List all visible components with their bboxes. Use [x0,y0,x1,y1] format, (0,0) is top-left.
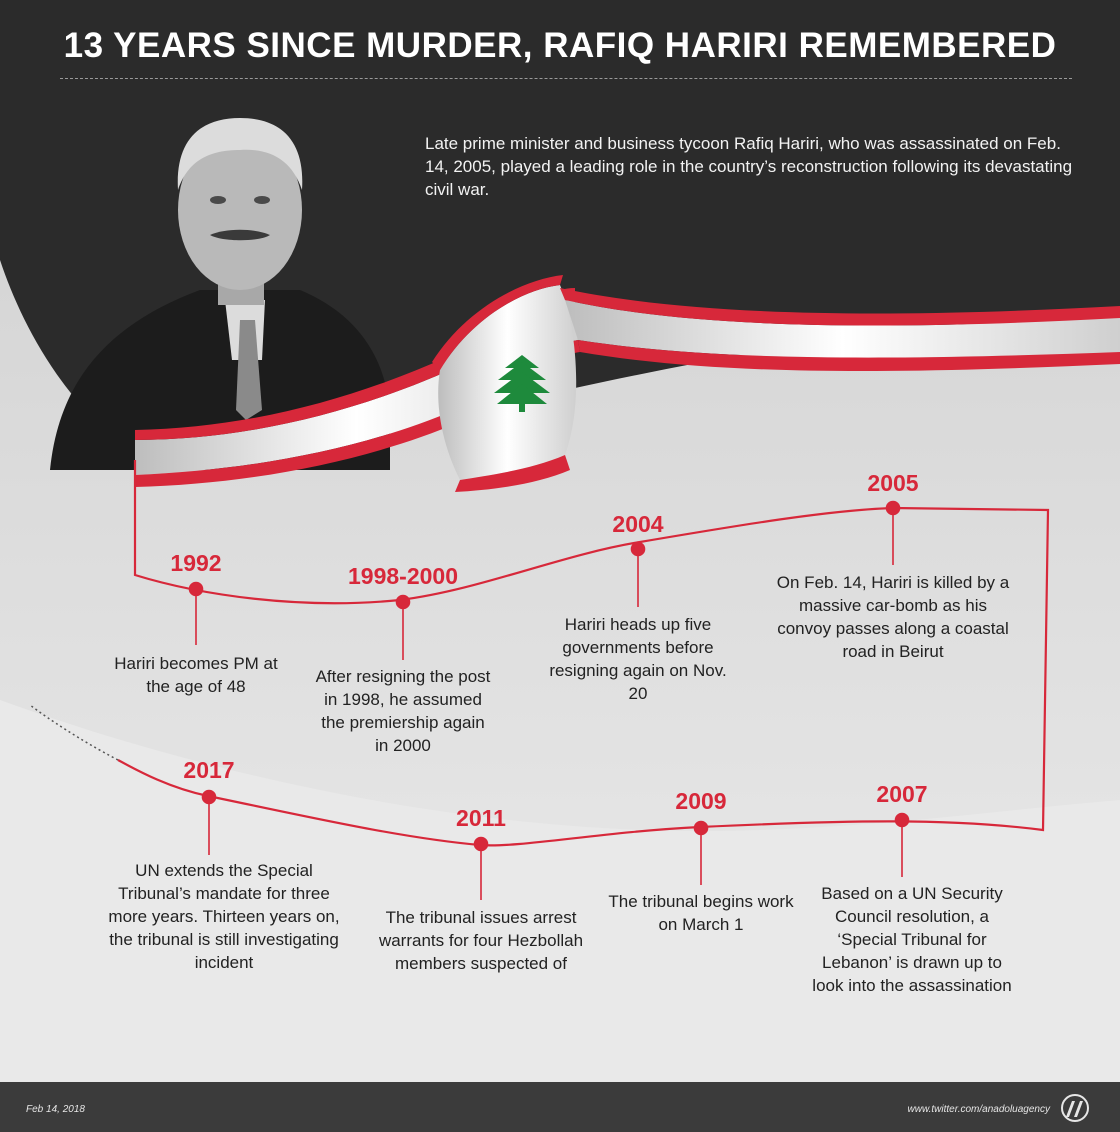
event-2004: Hariri heads up five governments before resigning again on Nov. 20 [549,615,727,703]
year-2007: 2007 [876,781,928,807]
year-2004: 2004 [612,511,664,537]
year-2005: 2005 [867,470,919,496]
event-1992: Hariri becomes PM at the age of 48 [114,654,278,696]
footer-twitter-link[interactable]: www.twitter.com/anadoluagency [907,1104,1050,1115]
year-1992: 1992 [170,550,222,576]
page-title: 13 YEARS SINCE MURDER, RAFIQ HARIRI REMEMBERED [63,26,1057,65]
footer-date: Feb 14, 2018 [26,1104,85,1115]
event-2017: UN extends the Special Tribunal’s mandate for three more years. Thirteen years on, the tribunal is still investigating incident [108,861,340,972]
event-2005: On Feb. 14, Hariri is killed by a massive car-bomb as his convoy passes along a coastal road in Beirut [776,573,1010,661]
year-2017: 2017 [183,757,235,783]
year-2011: 2011 [456,805,506,831]
anadolu-agency-logo [1058,1093,1092,1123]
year-1998-2000: 1998-2000 [348,563,458,589]
year-2009: 2009 [675,788,727,814]
event-1998-2000: After resigning the post in 1998, he assumed the premiership again in 2000 [315,667,491,755]
event-2009: The tribunal begins work on March 1 [608,892,794,934]
title-divider [60,78,1072,79]
event-2007: Based on a UN Security Council resolution, a ‘Special Tribunal for Lebanon’ is drawn up to look into the assassination [812,884,1012,995]
event-2011: The tribunal issues arrest warrants for four Hezbollah members suspected of [378,908,584,973]
intro-text: Late prime minister and business tycoon Rafiq Hariri, who was assassinated on Feb. 14, 2005, played a leading role in the country’s reconstruction following its devastating civil war. [425,134,1073,199]
